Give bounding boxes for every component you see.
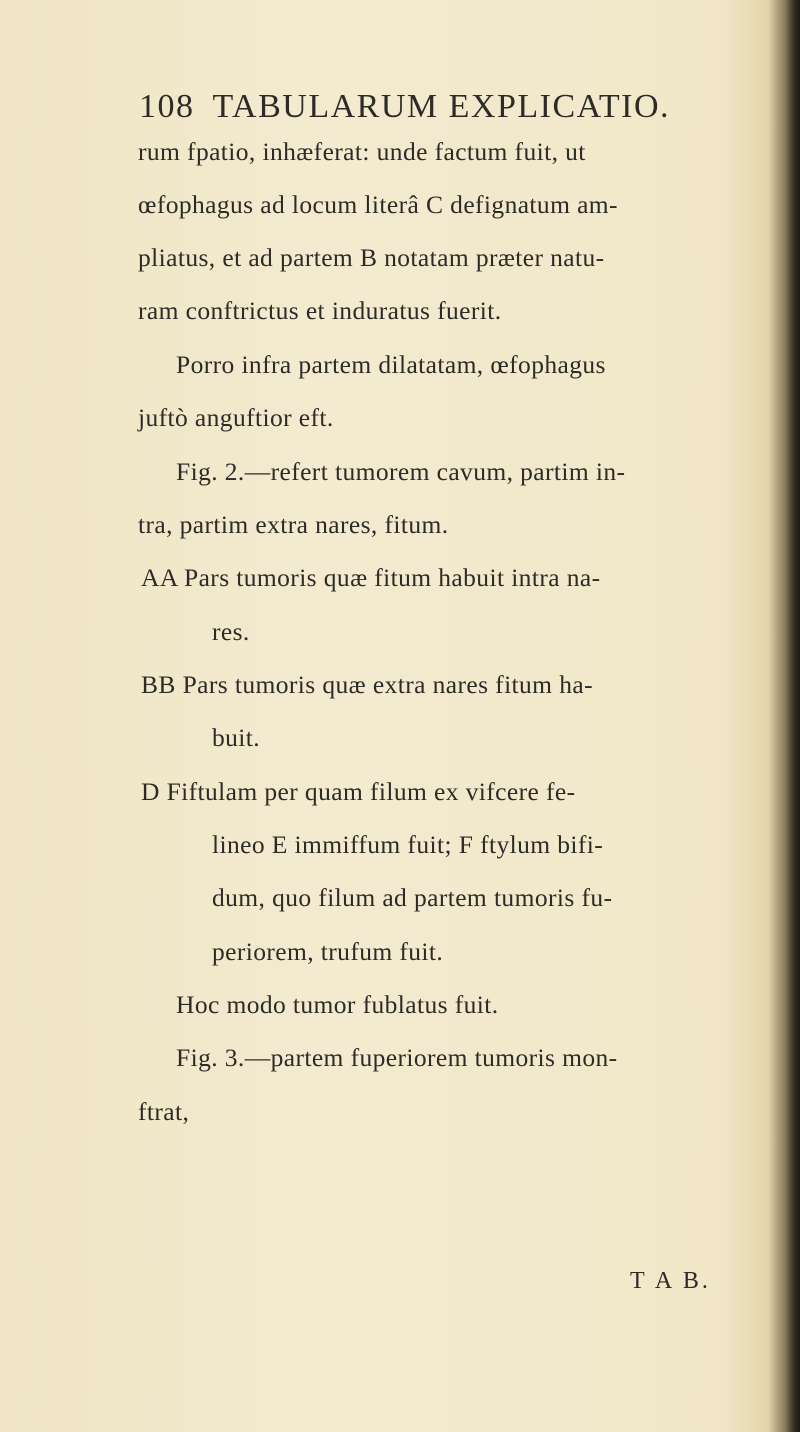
text-line: pliatus, et ad partem B notatam præter natu- bbox=[138, 243, 605, 272]
text-line: Fig. 3.—partem fuperiorem tumoris mon- bbox=[176, 1043, 618, 1072]
catchword: T A B. bbox=[630, 1268, 711, 1294]
running-title: TABULARUM EXPLICATIO. bbox=[212, 88, 671, 125]
legend-continuation: periorem, trufum fuit. bbox=[212, 937, 444, 966]
text-line: ram conftrictus et induratus fuerit. bbox=[138, 296, 502, 325]
legend-continuation: buit. bbox=[212, 723, 261, 752]
legend-continuation: dum, quo filum ad partem tumoris fu- bbox=[212, 883, 613, 912]
legend-entry-aa: AA Pars tumoris quæ fitum habuit intra na- bbox=[141, 563, 601, 592]
text-line: juftò anguftior eft. bbox=[138, 403, 334, 432]
legend-continuation: res. bbox=[212, 617, 250, 646]
legend-continuation: lineo E immiffum fuit; F ftylum bifi- bbox=[212, 830, 604, 859]
text-line: Fig. 2.—refert tumorem cavum, partim in- bbox=[176, 457, 626, 486]
running-header bbox=[139, 88, 670, 126]
text-line: Porro infra partem dilatatam, œfophagus bbox=[176, 350, 606, 379]
legend-entry-d: D Fiftulam per quam filum ex vifcere fe- bbox=[141, 777, 576, 806]
text-line: rum fpatio, inhæferat: unde factum fuit, ut bbox=[138, 137, 586, 166]
legend-entry-bb: BB Pars tumoris quæ extra nares fitum ha- bbox=[141, 670, 593, 699]
page-number: 108 bbox=[139, 88, 195, 125]
text-line: ftrat, bbox=[138, 1097, 190, 1126]
page-edge-shadow bbox=[786, 0, 800, 1432]
text-line: œfophagus ad locum literâ C defignatum am- bbox=[138, 190, 618, 219]
text-line: Hoc modo tumor fublatus fuit. bbox=[176, 990, 499, 1019]
text-line: tra, partim extra nares, fitum. bbox=[138, 510, 449, 539]
